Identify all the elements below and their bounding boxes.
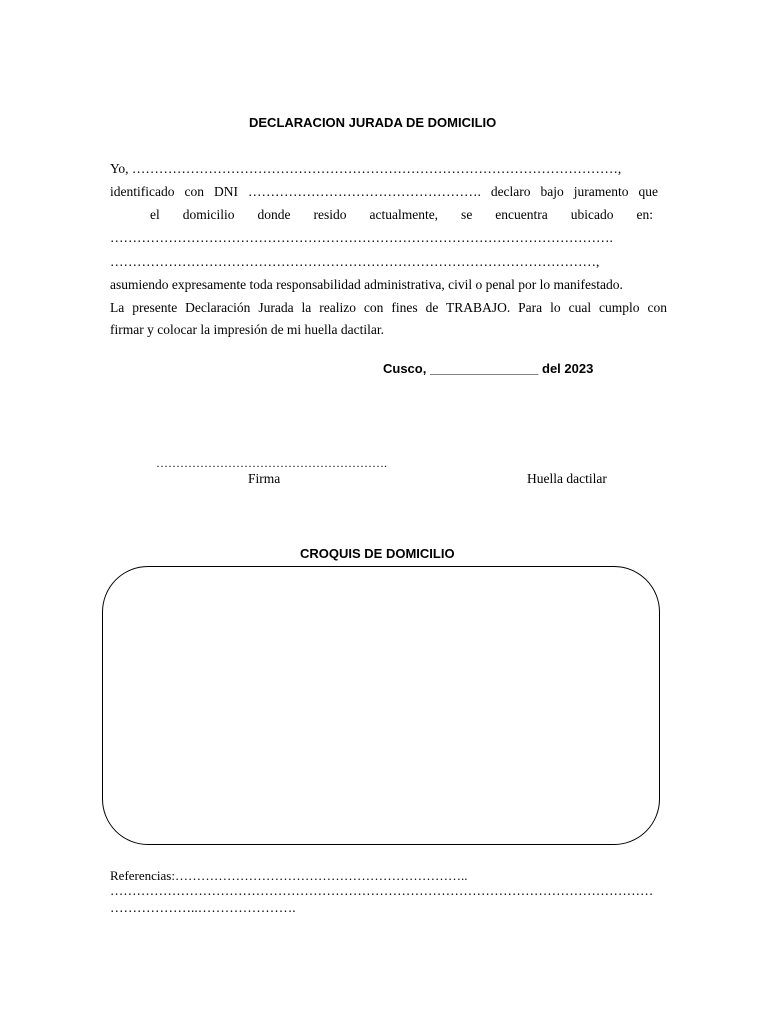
body-line-1: Yo, ………………………………………………………………………………………………, [110, 161, 622, 176]
body-line-6: asumiendo expresamente toda responsabilidad administrativa, civil o penal por lo manifestado. [110, 277, 623, 292]
references-line-2: …………………………………………………………………………………………………………… [110, 883, 654, 898]
place-date: Cusco, _______________ del 2023 [383, 361, 594, 376]
sketch-box [102, 566, 660, 845]
body-line-4: …………………………………………………………………………………………………. [110, 230, 613, 245]
body-line-3: el domicilio donde resido actualmente, se encuentra ubicado en: [150, 207, 653, 222]
fingerprint-label: Huella dactilar [527, 471, 607, 486]
body-line-2: identificado con DNI ……………………………………………. declaro bajo juramento que [110, 184, 658, 199]
sketch-title: CROQUIS DE DOMICILIO [300, 546, 455, 561]
body-line-8: firmar y colocar la impresión de mi huella dactilar. [110, 322, 385, 337]
document-title: DECLARACION JURADA DE DOMICILIO [249, 115, 497, 130]
body-line-7: La presente Declaración Jurada la realizo con fines de TRABAJO. Para lo cual cumplo con [110, 300, 667, 315]
references-line-3: ………………..…………………. [110, 900, 296, 915]
signature-line: …………………………………………………. [156, 456, 387, 470]
body-line-5: ………………………………………………………………………………………………, [110, 254, 600, 269]
references-line-1: Referencias:………………………………………………………….. [110, 868, 468, 883]
signature-label: Firma [248, 471, 281, 486]
